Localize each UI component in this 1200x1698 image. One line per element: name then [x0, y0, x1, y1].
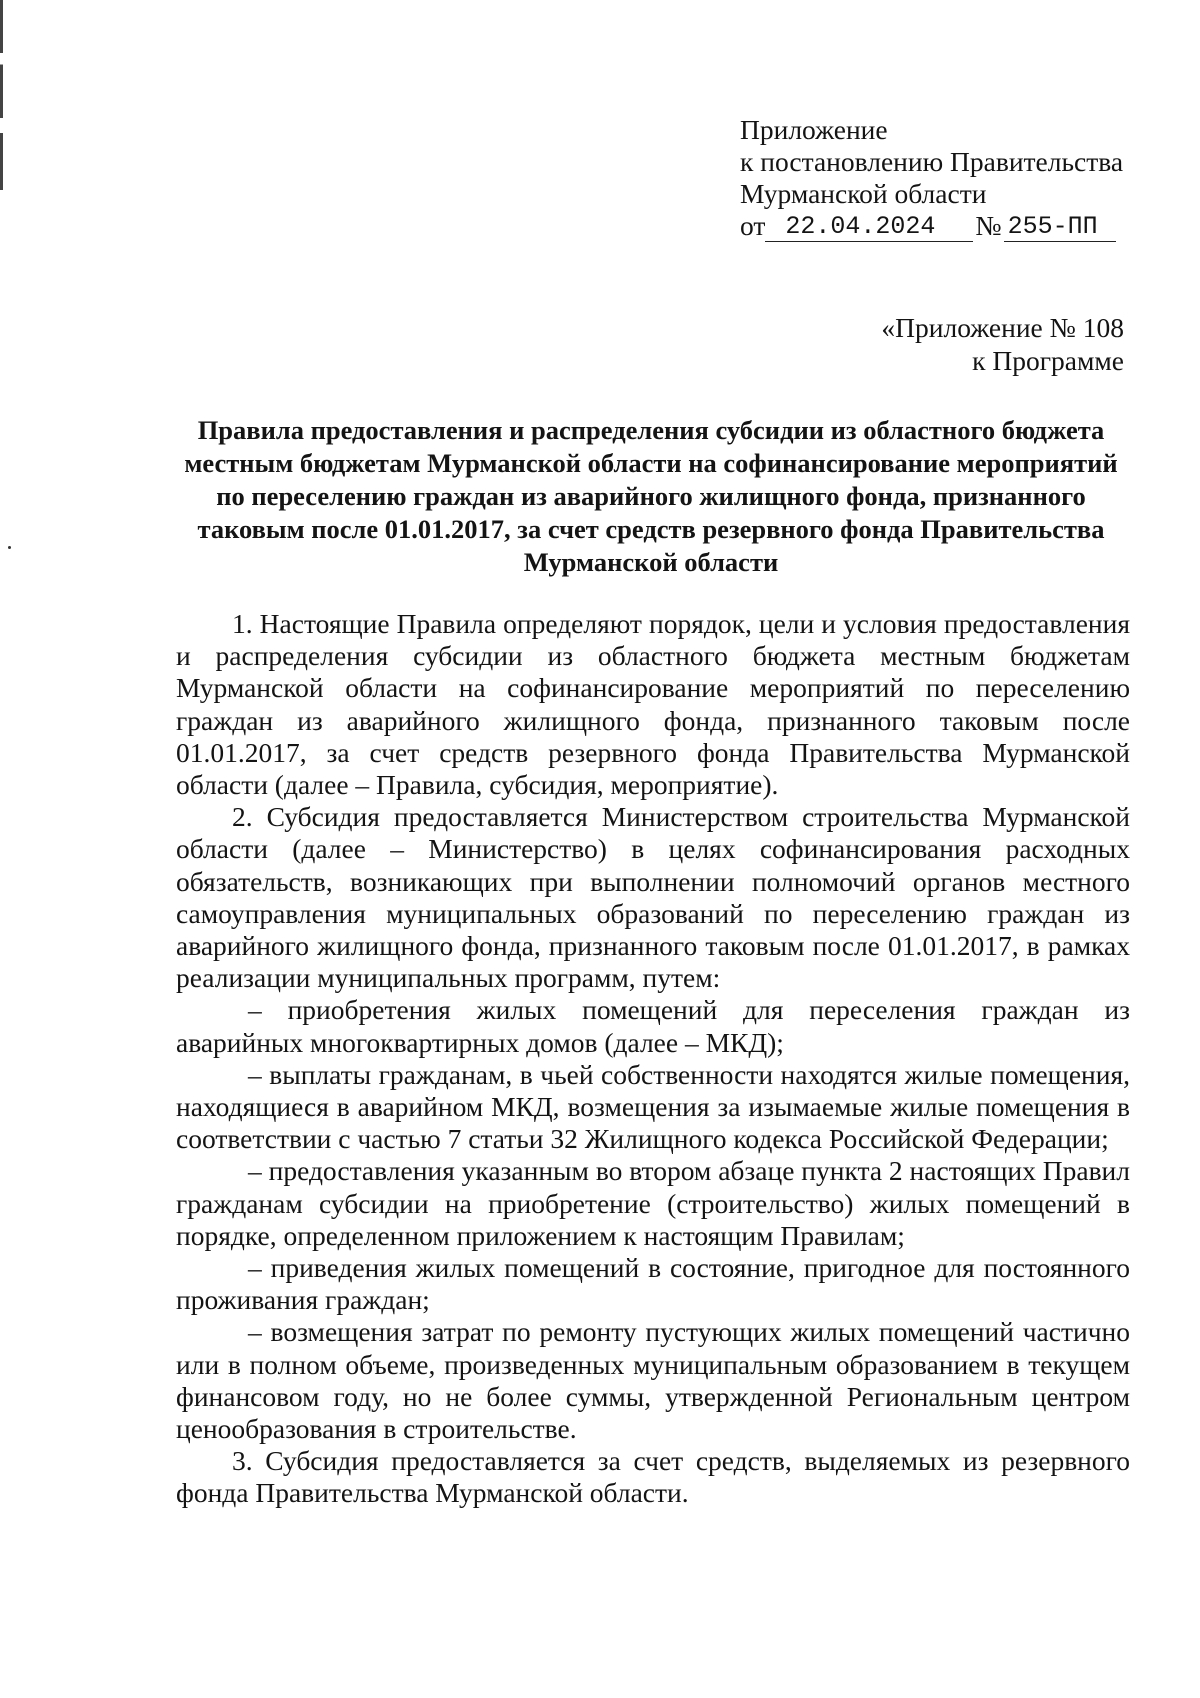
paragraph-2: 2. Субсидия предоставляется Министерством строительства Мурманской области (далее – Министерство) в целях софинансирования расходных обязательств, возникающих при выполнении полномочий органов местного самоуправления муниципальных образований по переселению граждан из аварийного жилищного фонда, признанного таковым после 01.01.2017, в рамках реализации муниципальных программ, путем: [176, 801, 1130, 994]
approval-date-line [740, 210, 1160, 242]
approval-block [740, 114, 1160, 242]
scan-speck [8, 546, 11, 549]
list-item-2: – выплаты гражданам, в чьей собственности находятся жилые помещения, находящиеся в аварийном МКД, возмещения за изымаемые жилые помещения в соответствии с частью 7 статьи 32 Жилищного кодекса Российской Федерации; [176, 1058, 1130, 1155]
approval-from-label: от [740, 210, 766, 241]
paragraph-1: 1. Настоящие Правила определяют порядок, цели и условия предоставления и распределения субсидии из областного бюджета местным бюджетам Мурманской области на софинансирование мероприятий по переселению граждан из аварийного жилищного фонда, признанного таковым после 01.01.2017, за счет средств резервного фонда Правительства Мурманской области (далее – Правила, субсидия, мероприятие). [176, 608, 1130, 801]
approval-line-1: Приложение [740, 114, 888, 145]
scan-edge-mark [0, 0, 3, 190]
approval-date: 22.04.2024 [765, 213, 973, 242]
approval-number: 255-ПП [1004, 213, 1116, 242]
approval-number-label: № [975, 210, 1002, 241]
list-item-4: – приведения жилых помещений в состояние, пригодное для постоянного проживания граждан; [176, 1252, 1130, 1316]
list-item-3: – предоставления указанным во втором абзаце пункта 2 настоящих Правил гражданам субсидии на приобретение (строительство) жилых помещений в порядке, определенном приложением к настоящим Правилам; [176, 1155, 1130, 1251]
program-ref-line-2: к Программе [972, 345, 1124, 376]
approval-line-3: Мурманской области [740, 178, 987, 209]
document-title: Правила предоставления и распределения субсидии из областного бюджета местным бюджетам Мурманской области на софинансирование мероприятий по переселению граждан из аварийного жилищного фонда, признанного таковым после 01.01.2017, за счет средств резервного фонда Правительства Мурманской области [184, 415, 1118, 577]
paragraph-3: 3. Субсидия предоставляется за счет средств, выделяемых из резервного фонда Правительства Мурманской области. [176, 1445, 1130, 1509]
approval-line-2: к постановлению Правительства [740, 146, 1124, 177]
list-item-1: – приобретения жилых помещений для переселения граждан из аварийных многоквартирных домов (далее – МКД); [176, 994, 1130, 1058]
program-reference [881, 311, 1124, 377]
program-ref-line-1: «Приложение № 108 [881, 312, 1124, 343]
document-body [176, 608, 1130, 1510]
list-item-5: – возмещения затрат по ремонту пустующих жилых помещений частично или в полном объеме, произведенных муниципальным образованием в текущем финансовом году, но не более суммы, утвержденной Региональным центром ценообразования в строительстве. [176, 1316, 1130, 1445]
